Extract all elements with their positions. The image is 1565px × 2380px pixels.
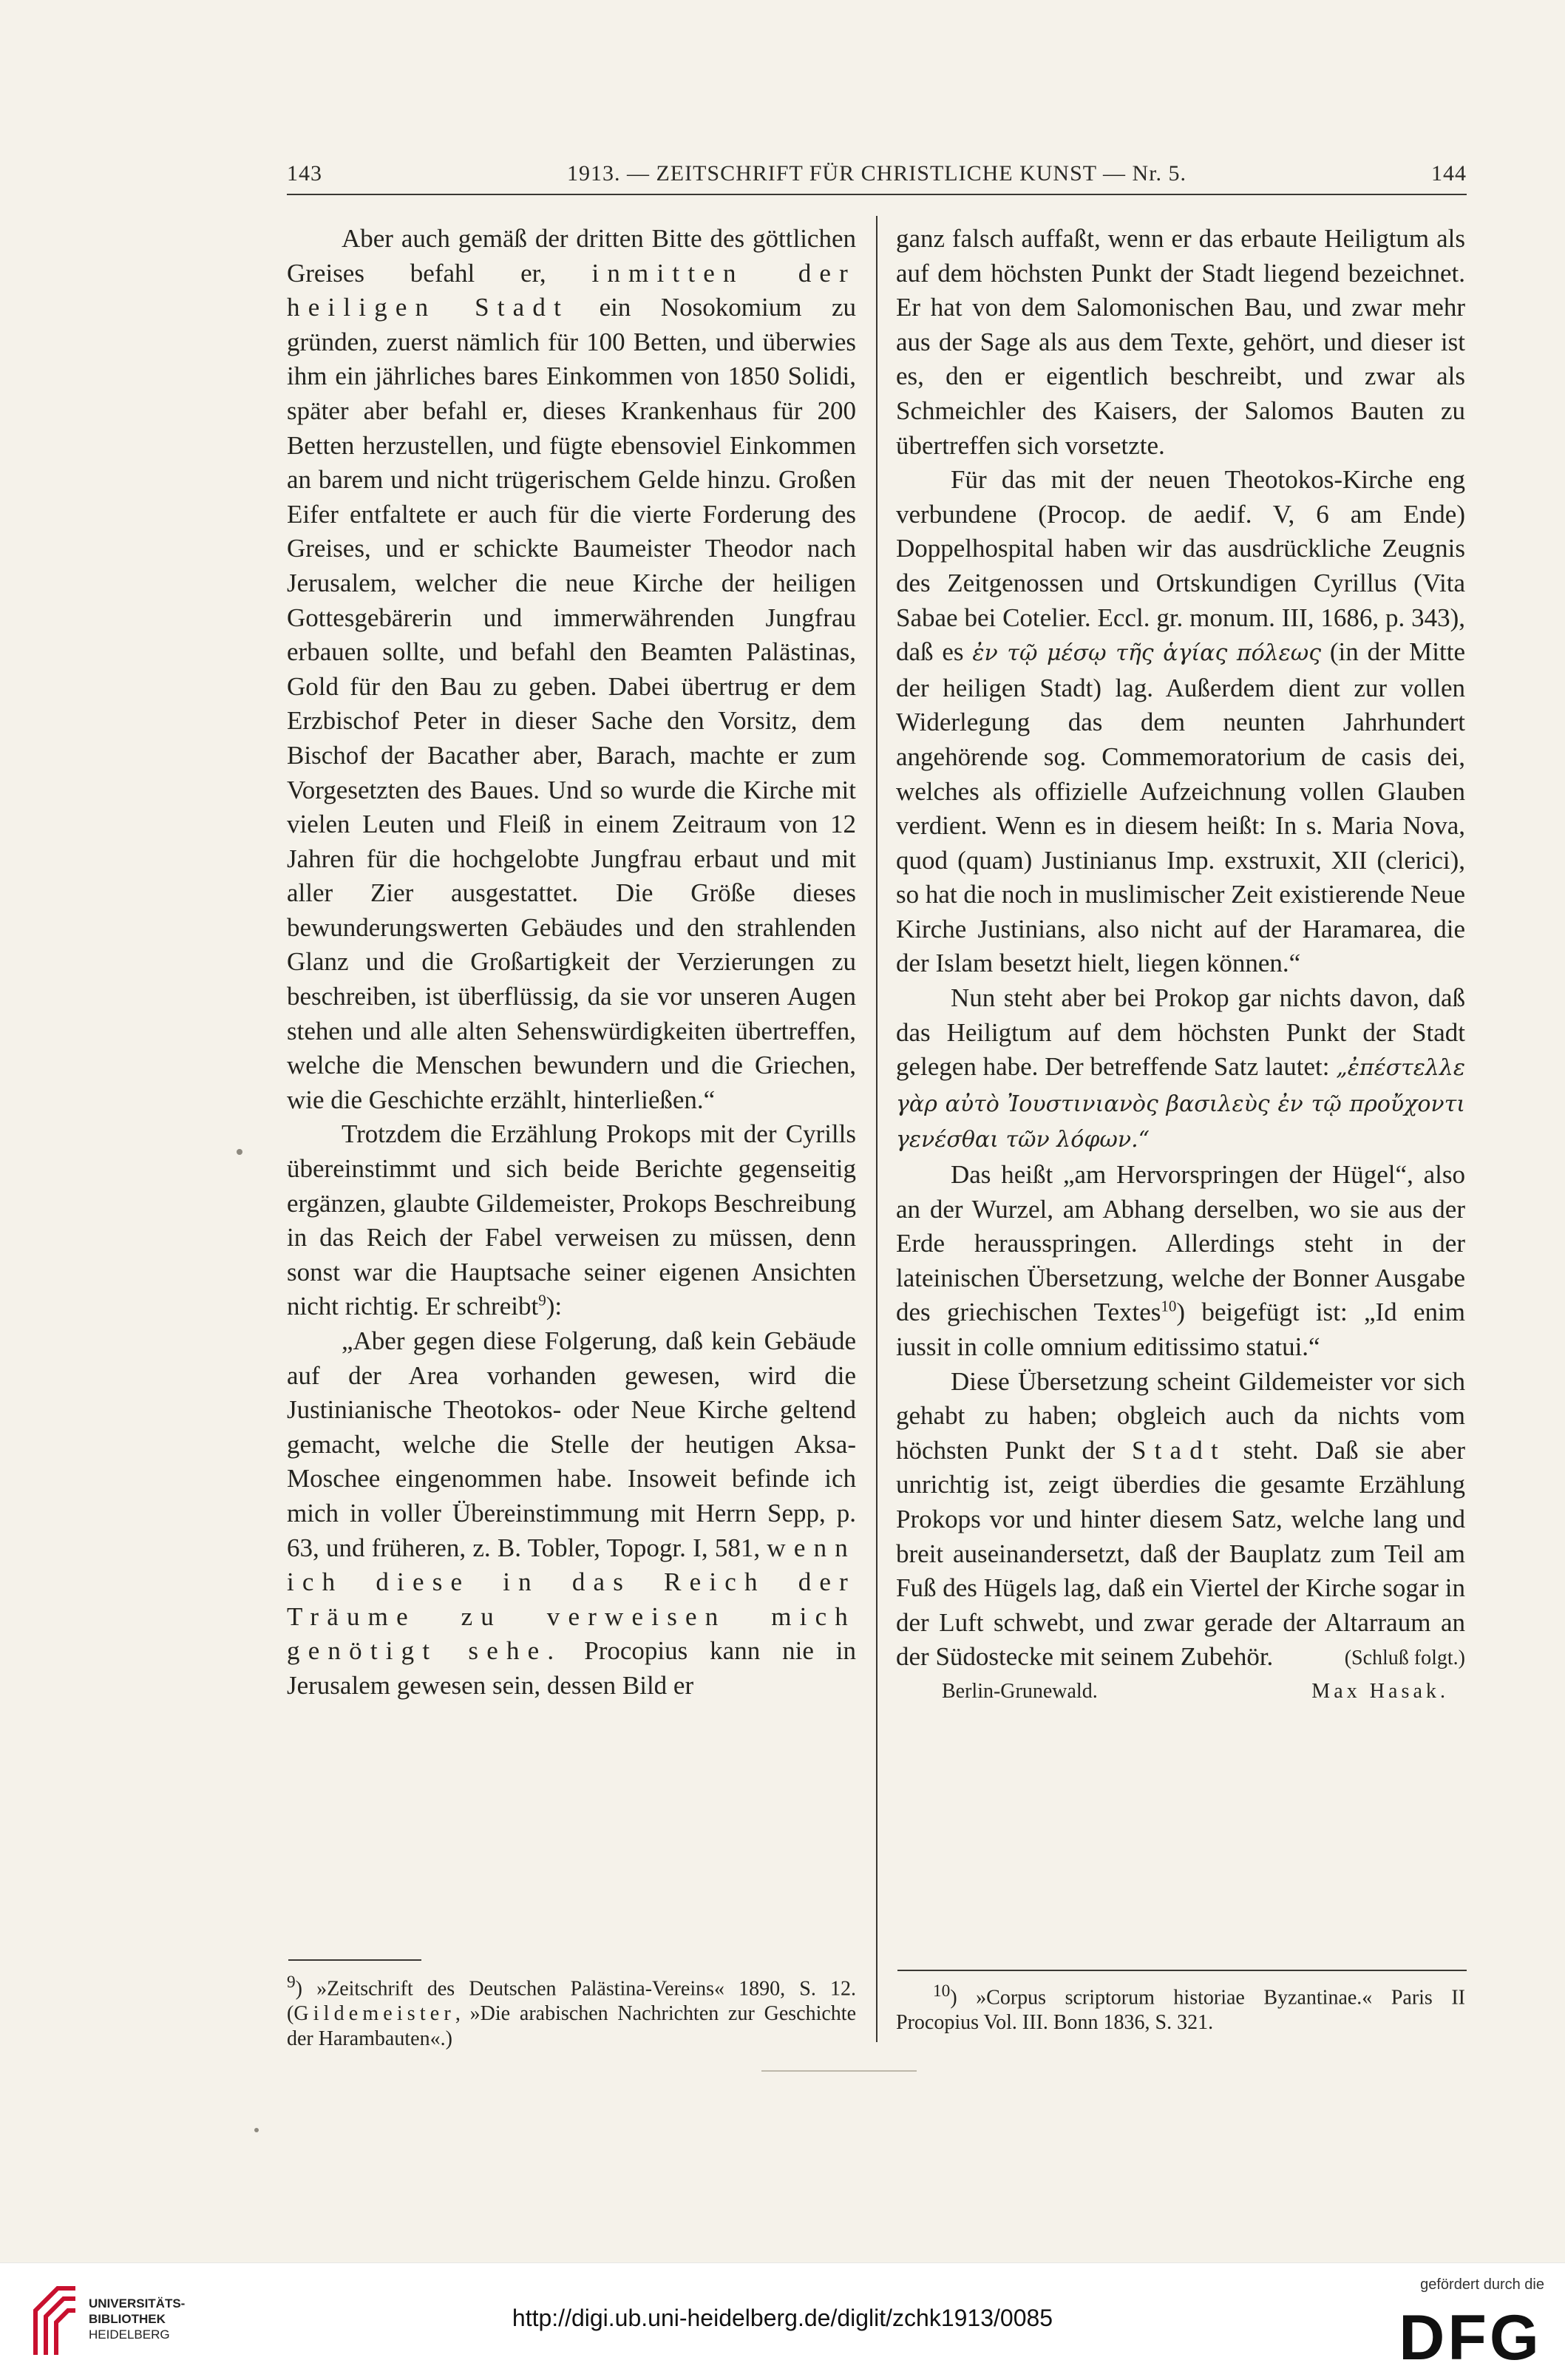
quotation-paragraph bbox=[287, 1324, 856, 1703]
spaced-emphasis: Stadt bbox=[1131, 1435, 1226, 1465]
left-column bbox=[287, 222, 856, 1703]
paragraph bbox=[896, 463, 1465, 981]
text-run: Für das mit der neuen Theotokos-Kirche eng verbundene (Procop. de aedif. V, 6 am Ende) Doppelhospital haben wir das ausdrückliche Zeugnis des Zeitgenossen und Ortskundigen Cyrillus (Vita Sabae bei Cotelier. Eccl. gr. monum. III, 1686, p. 343), daß es bbox=[896, 465, 1465, 667]
dfg-wordmark: DFG bbox=[1399, 2302, 1542, 2370]
permalink-url[interactable]: http://digi.ub.uni-heidelberg.de/diglit/zchk1913/0085 bbox=[512, 2305, 1053, 2331]
footnote-rule bbox=[897, 1970, 1467, 1971]
greek-quote: ἐν τῷ μέσῳ τῆς ἁγίας πόλεως bbox=[972, 640, 1322, 667]
paragraph bbox=[287, 222, 856, 1117]
signature bbox=[896, 1675, 1465, 1704]
bottom-rule bbox=[761, 2070, 917, 2072]
footnote-rule bbox=[288, 1959, 421, 1961]
footnote-mark: 9 bbox=[287, 1973, 296, 1992]
text-run: ) »Zeitschrift des Deutschen Palästina-Vereins« 1890, S. 12. ( bbox=[287, 1977, 856, 2026]
page-number-left: 143 bbox=[287, 161, 322, 186]
paragraph bbox=[896, 1365, 1465, 1675]
library-line: BIBLIOTHEK bbox=[89, 2312, 166, 2326]
running-header bbox=[287, 161, 1467, 191]
scan-speck bbox=[237, 1149, 242, 1155]
funding-label: gefördert durch die bbox=[1420, 2276, 1544, 2293]
continued-note: (Schluß folgt.) bbox=[1344, 1647, 1465, 1670]
header-rule bbox=[287, 194, 1467, 195]
text-run: ) beigefügt ist: „Id enim iussit in colle omnium editissimo statui.“ bbox=[896, 1298, 1465, 1361]
text-run: Aber auch gemäß der dritten Bitte des göttlichen Greises befahl er, bbox=[287, 224, 856, 288]
text-run: Diese Übersetzung scheint Gildemeister vor sich gehabt zu haben; obgleich auch da nichts vom höchsten Punkt der bbox=[896, 1366, 1465, 1465]
footnote-10 bbox=[896, 1979, 1465, 2035]
footnote-ref: 10 bbox=[1161, 1297, 1177, 1315]
text-run: steht. Daß sie aber unrichtig ist, zeigt überdies die gesamte Erzählung Prokops vor und hinter diesem Satz, welche lang und breit auseinandersetzt, daß der Bauplatz zum Teil am Fuß des Hügels lag, daß ein Viertel der Kirche sogar in der Luft schwebt, und zwar gerade der Altarraum an der Südostecke mit seinem Zubehör. bbox=[896, 1435, 1465, 1672]
paragraph bbox=[287, 1117, 856, 1324]
page-number-right: 144 bbox=[1431, 161, 1467, 186]
footnote-mark: 10 bbox=[933, 1981, 951, 2001]
library-line: UNIVERSITÄTS- bbox=[89, 2296, 186, 2311]
text-run: ): bbox=[546, 1292, 563, 1321]
spaced-emphasis: Gildemeister bbox=[293, 2002, 455, 2026]
text-run: , »Die arabischen Nachrichten zur Geschichte der Harambauten«.) bbox=[287, 2002, 856, 2051]
paragraph bbox=[896, 981, 1465, 1158]
column-divider bbox=[876, 216, 877, 2042]
scan-speck bbox=[254, 2128, 259, 2132]
signature-author: Max Hasak. bbox=[1311, 1679, 1449, 1703]
text-run: (in der Mitte der heiligen Stadt) lag. Außerdem dient zur vollen Widerlegung das dem neunten Jahrhundert angehörende sog. Commemoratorium de casis dei, welches als offizielle Aufzeichnung vollen Glauben verdient. Wenn es in diesem heißt: In s. Maria Nova, quod (quam) Justinianus Imp. exstruxit, XII (clerici), so hat die noch in muslimischer Zeit existierende Neue Kirche Justinians, also nicht auf der Haramarea, die der Islam besetzt hielt, liegen können.“ bbox=[896, 637, 1465, 978]
footnote-ref: 9 bbox=[538, 1291, 546, 1309]
greek-quote: „ἐπέστελλε γὰρ αὐτὸ Ἰουστινιανὸς βασιλεὺς ἐν τῷ προὔχοντι γενέσθαι τῶν λόφων.“ bbox=[896, 1055, 1465, 1153]
right-column bbox=[896, 222, 1465, 1704]
spaced-emphasis: wenn ich diese in das Reich der Träume zu verweisen mich genötigt sehe. bbox=[287, 1533, 856, 1666]
viewer-footer bbox=[0, 2262, 1565, 2380]
text-run: ein Nosokomium zu gründen, zuerst nämlich für 100 Betten, und überwies ihm ein jährliches bares Einkommen von 1850 Solidi, später aber befahl er, dieses Krankenhaus für 200 Betten herzustellen, und fügte ebensoviel Einkommen an barem und nicht trügerischem Gelde hinzu. Großen Eifer entfaltete er auch für die vierte Forderung des Greises, und er schickte Baumeister Theodor nach Jerusalem, welcher die neue Kirche der heiligen Gottesgebärerin und immerwährenden Jungfrau erbauen sollte, und befahl den Beamten Palästinas, Gold für den Bau zu geben. Dabei übertrug er dem Erzbischof Peter in dieser Sache den Vorsitz, dem Bischof der Bacather aber, Barach, machte er zum Vorgesetzten des Baues. Und so wurde die Kirche mit vielen Leuten und Fleiß in einem Zeitraum von 12 Jahren für die hochgelobte Jungfrau erbaut und mit aller Zier ausgestattet. Die Größe dieses bewunderungswerten Gebäudes und den strahlenden Glanz und die Großartigkeit der Verzierungen zu beschreiben, ist überflüssig, da sie vor unseren Augen stehen und alle alten Sehenswürdigkeiten übertreffen, welche die Menschen bewundern und die Griechen, wie die Geschichte erzählt, hinterließen.“ bbox=[287, 293, 856, 1114]
spaced-emphasis: inmitten der heiligen Stadt bbox=[287, 258, 857, 322]
text-run: Procopius kann nie in Jerusalem gewesen sein, dessen Bild er bbox=[287, 1636, 856, 1700]
text-run: Nun steht aber bei Prokop gar nichts davon, daß das Heiligtum auf dem höchsten Punkt der Stadt gelegen habe. Der betreffende Satz lautet: bbox=[896, 983, 1465, 1082]
dfg-logo-icon[interactable] bbox=[1396, 2299, 1544, 2370]
text-run: „Aber gegen diese Folgerung, daß kein Gebäude auf der Area vorhanden gewesen, wird die Justinianische Theotokos- oder Neue Kirche geltend gemacht, welche die Stelle der heutigen Aksa-Moschee eingenommen habe. Insoweit befinde ich mich in voller Übereinstimmung mit Herrn Sepp, p. 63, und früheren, z. B. Tobler, Topogr. I, 581, bbox=[287, 1326, 856, 1562]
paragraph bbox=[896, 1158, 1465, 1365]
journal-title: 1913. — ZEITSCHRIFT FÜR CHRISTLICHE KUNST — Nr. 5. bbox=[566, 161, 1187, 186]
text-run: Das heißt „am Hervorspringen der Hügel“, also an der Wurzel, am Abhang derselben, wo sie aus der Erde herausspringen. Allerdings steht in der lateinischen Übersetzung, welche der Bonner Ausgabe des griechischen Textes bbox=[896, 1160, 1465, 1327]
text-run: ) »Corpus scriptorum historiae Byzantinae.« Paris II Procopius Vol. III. Bonn 1836, S. 321. bbox=[896, 1986, 1465, 2035]
library-line: HEIDELBERG bbox=[89, 2328, 170, 2342]
footnote-9 bbox=[287, 1970, 856, 2052]
paragraph: ganz falsch auffaßt, wenn er das erbaute Heiligtum als auf dem höchsten Punkt der Stadt liegend bezeichnet. Er hat von dem Salomonischen Bau, und zwar mehr aus der Sage als aus dem Texte, gehört, und dieser ist es, den er eigentlich beschreibt, und zwar als Schmeichler des Kaisers, der Salomos Bauten zu übertreffen sich vorsetzte. bbox=[896, 224, 1465, 460]
text-run: Trotzdem die Erzählung Prokops mit der Cyrills übereinstimmt und sich beide Berichte gegenseitig ergänzen, glaubte Gildemeister, Prokops Beschreibung in das Reich der Fabel verweisen zu müssen, denn sonst war die Hauptsache seiner eigenen Ansichten nicht richtig. Er schreibt bbox=[287, 1119, 856, 1321]
signature-place: Berlin-Grunewald. bbox=[942, 1679, 1098, 1703]
